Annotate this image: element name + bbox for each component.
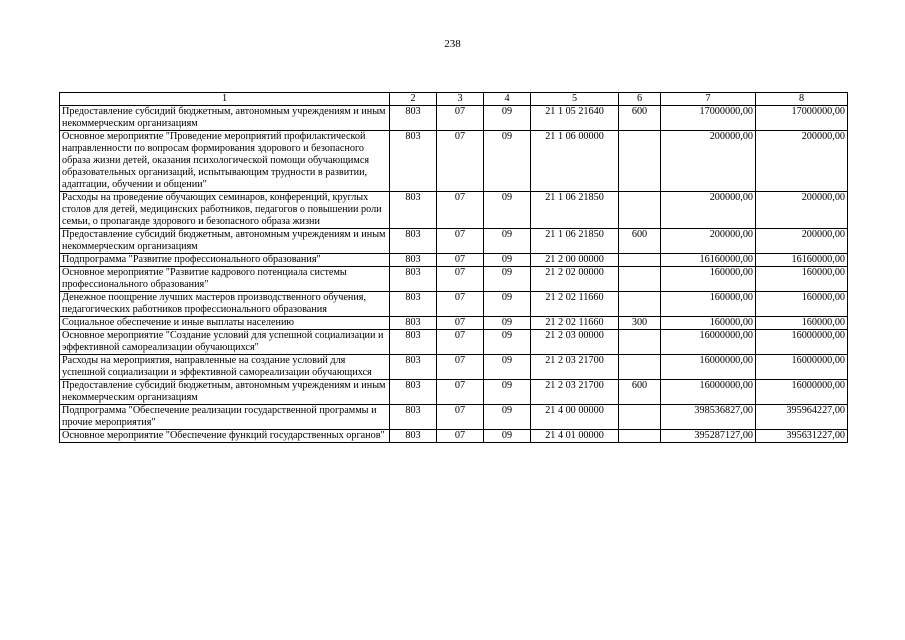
row-admin-code: 803 bbox=[390, 106, 437, 131]
row-description: Основное мероприятие "Обеспечение функций государственных органов" bbox=[60, 430, 390, 443]
row-admin-code: 803 bbox=[390, 267, 437, 292]
page-number: 238 bbox=[444, 38, 461, 50]
row-amount-year1: 200000,00 bbox=[661, 131, 756, 192]
row-amount-year2: 160000,00 bbox=[756, 317, 848, 330]
row-target-article: 21 1 05 21640 bbox=[531, 106, 619, 131]
row-section: 07 bbox=[437, 355, 484, 380]
row-expense-type: 600 bbox=[619, 229, 661, 254]
row-description: Подпрограмма "Развитие профессионального образования" bbox=[60, 254, 390, 267]
row-admin-code: 803 bbox=[390, 254, 437, 267]
row-target-article: 21 4 01 00000 bbox=[531, 430, 619, 443]
row-admin-code: 803 bbox=[390, 355, 437, 380]
row-amount-year1: 16000000,00 bbox=[661, 380, 756, 405]
row-amount-year2: 160000,00 bbox=[756, 292, 848, 317]
column-header: 7 bbox=[661, 93, 756, 106]
table-row bbox=[60, 317, 848, 330]
row-amount-year1: 17000000,00 bbox=[661, 106, 756, 131]
row-section: 07 bbox=[437, 254, 484, 267]
row-subsection: 09 bbox=[484, 267, 531, 292]
table-row bbox=[60, 131, 848, 192]
row-section: 07 bbox=[437, 405, 484, 430]
row-target-article: 21 2 02 00000 bbox=[531, 267, 619, 292]
row-admin-code: 803 bbox=[390, 229, 437, 254]
row-target-article: 21 1 06 21850 bbox=[531, 229, 619, 254]
table-row bbox=[60, 292, 848, 317]
row-expense-type: 600 bbox=[619, 106, 661, 131]
row-description: Предоставление субсидий бюджетным, автономным учреждениям и иным некоммерческим организациям bbox=[60, 229, 390, 254]
row-admin-code: 803 bbox=[390, 317, 437, 330]
row-amount-year1: 395287127,00 bbox=[661, 430, 756, 443]
row-description: Предоставление субсидий бюджетным, автономным учреждениям и иным некоммерческим организациям bbox=[60, 380, 390, 405]
row-subsection: 09 bbox=[484, 254, 531, 267]
row-admin-code: 803 bbox=[390, 292, 437, 317]
row-admin-code: 803 bbox=[390, 405, 437, 430]
column-header: 2 bbox=[390, 93, 437, 106]
row-expense-type bbox=[619, 330, 661, 355]
row-amount-year1: 16160000,00 bbox=[661, 254, 756, 267]
row-description: Социальное обеспечение и иные выплаты населению bbox=[60, 317, 390, 330]
row-section: 07 bbox=[437, 131, 484, 192]
column-header: 5 bbox=[531, 93, 619, 106]
row-section: 07 bbox=[437, 106, 484, 131]
row-amount-year2: 16000000,00 bbox=[756, 380, 848, 405]
table-row bbox=[60, 405, 848, 430]
row-expense-type bbox=[619, 192, 661, 229]
row-description: Подпрограмма "Обеспечение реализации государственной программы и прочие мероприятия" bbox=[60, 405, 390, 430]
table-row bbox=[60, 192, 848, 229]
row-section: 07 bbox=[437, 380, 484, 405]
row-expense-type bbox=[619, 405, 661, 430]
row-description: Основное мероприятие "Проведение мероприятий профилактической направленности по вопросам формирования здорового и безопасного образа жизни детей, оказания психологической помощи обучающимся образовательных организаций, испытывающим трудности в развитии, адаптации, обучении и общении" bbox=[60, 131, 390, 192]
row-target-article: 21 2 03 00000 bbox=[531, 330, 619, 355]
row-amount-year2: 395964227,00 bbox=[756, 405, 848, 430]
row-amount-year1: 160000,00 bbox=[661, 267, 756, 292]
row-section: 07 bbox=[437, 192, 484, 229]
row-amount-year1: 160000,00 bbox=[661, 292, 756, 317]
row-amount-year1: 16000000,00 bbox=[661, 330, 756, 355]
table-row bbox=[60, 380, 848, 405]
row-subsection: 09 bbox=[484, 330, 531, 355]
row-section: 07 bbox=[437, 430, 484, 443]
row-subsection: 09 bbox=[484, 192, 531, 229]
row-amount-year1: 398536827,00 bbox=[661, 405, 756, 430]
row-section: 07 bbox=[437, 229, 484, 254]
row-amount-year2: 17000000,00 bbox=[756, 106, 848, 131]
row-description: Денежное поощрение лучших мастеров производственного обучения, педагогических работников профессионального образования bbox=[60, 292, 390, 317]
column-header: 6 bbox=[619, 93, 661, 106]
row-section: 07 bbox=[437, 317, 484, 330]
row-subsection: 09 bbox=[484, 380, 531, 405]
row-expense-type bbox=[619, 355, 661, 380]
row-target-article: 21 2 03 21700 bbox=[531, 355, 619, 380]
row-subsection: 09 bbox=[484, 131, 531, 192]
row-target-article: 21 2 03 21700 bbox=[531, 380, 619, 405]
table-row bbox=[60, 267, 848, 292]
table-row bbox=[60, 355, 848, 380]
row-subsection: 09 bbox=[484, 292, 531, 317]
row-amount-year2: 200000,00 bbox=[756, 192, 848, 229]
row-expense-type bbox=[619, 267, 661, 292]
column-header: 8 bbox=[756, 93, 848, 106]
row-amount-year2: 16160000,00 bbox=[756, 254, 848, 267]
budget-table bbox=[59, 92, 848, 443]
row-amount-year2: 16000000,00 bbox=[756, 330, 848, 355]
row-description: Основное мероприятие "Создание условий для успешной социализации и эффективной самореализации обучающихся" bbox=[60, 330, 390, 355]
table-row bbox=[60, 229, 848, 254]
row-subsection: 09 bbox=[484, 405, 531, 430]
row-amount-year1: 160000,00 bbox=[661, 317, 756, 330]
row-target-article: 21 2 02 11660 bbox=[531, 292, 619, 317]
row-admin-code: 803 bbox=[390, 430, 437, 443]
column-header: 3 bbox=[437, 93, 484, 106]
row-target-article: 21 1 06 00000 bbox=[531, 131, 619, 192]
column-header: 4 bbox=[484, 93, 531, 106]
table-row bbox=[60, 106, 848, 131]
row-amount-year2: 200000,00 bbox=[756, 229, 848, 254]
row-subsection: 09 bbox=[484, 106, 531, 131]
row-section: 07 bbox=[437, 292, 484, 317]
table-row bbox=[60, 330, 848, 355]
table-row bbox=[60, 430, 848, 443]
row-expense-type: 600 bbox=[619, 380, 661, 405]
row-subsection: 09 bbox=[484, 317, 531, 330]
row-description: Предоставление субсидий бюджетным, автономным учреждениям и иным некоммерческим организациям bbox=[60, 106, 390, 131]
row-amount-year1: 16000000,00 bbox=[661, 355, 756, 380]
row-admin-code: 803 bbox=[390, 131, 437, 192]
row-section: 07 bbox=[437, 330, 484, 355]
row-amount-year1: 200000,00 bbox=[661, 192, 756, 229]
row-description: Расходы на мероприятия, направленные на создание условий для успешной социализации и эффективной самореализации обучающихся bbox=[60, 355, 390, 380]
row-expense-type: 300 bbox=[619, 317, 661, 330]
row-amount-year1: 200000,00 bbox=[661, 229, 756, 254]
row-amount-year2: 395631227,00 bbox=[756, 430, 848, 443]
row-subsection: 09 bbox=[484, 229, 531, 254]
row-admin-code: 803 bbox=[390, 330, 437, 355]
row-amount-year2: 16000000,00 bbox=[756, 355, 848, 380]
row-expense-type bbox=[619, 292, 661, 317]
row-description: Основное мероприятие "Развитие кадрового потенциала системы профессионального образования" bbox=[60, 267, 390, 292]
row-target-article: 21 4 00 00000 bbox=[531, 405, 619, 430]
row-amount-year2: 160000,00 bbox=[756, 267, 848, 292]
row-target-article: 21 2 02 11660 bbox=[531, 317, 619, 330]
row-subsection: 09 bbox=[484, 355, 531, 380]
column-header: 1 bbox=[60, 93, 390, 106]
row-target-article: 21 2 00 00000 bbox=[531, 254, 619, 267]
row-expense-type bbox=[619, 131, 661, 192]
row-admin-code: 803 bbox=[390, 192, 437, 229]
row-expense-type bbox=[619, 430, 661, 443]
row-section: 07 bbox=[437, 267, 484, 292]
table-row bbox=[60, 254, 848, 267]
row-subsection: 09 bbox=[484, 430, 531, 443]
row-description: Расходы на проведение обучающих семинаров, конференций, круглых столов для детей, медицинских работников, педагогов о повышении роли семьи, о пропаганде здорового и безопасного образа жизни bbox=[60, 192, 390, 229]
row-expense-type bbox=[619, 254, 661, 267]
row-target-article: 21 1 06 21850 bbox=[531, 192, 619, 229]
row-amount-year2: 200000,00 bbox=[756, 131, 848, 192]
header-row bbox=[60, 93, 848, 106]
row-admin-code: 803 bbox=[390, 380, 437, 405]
